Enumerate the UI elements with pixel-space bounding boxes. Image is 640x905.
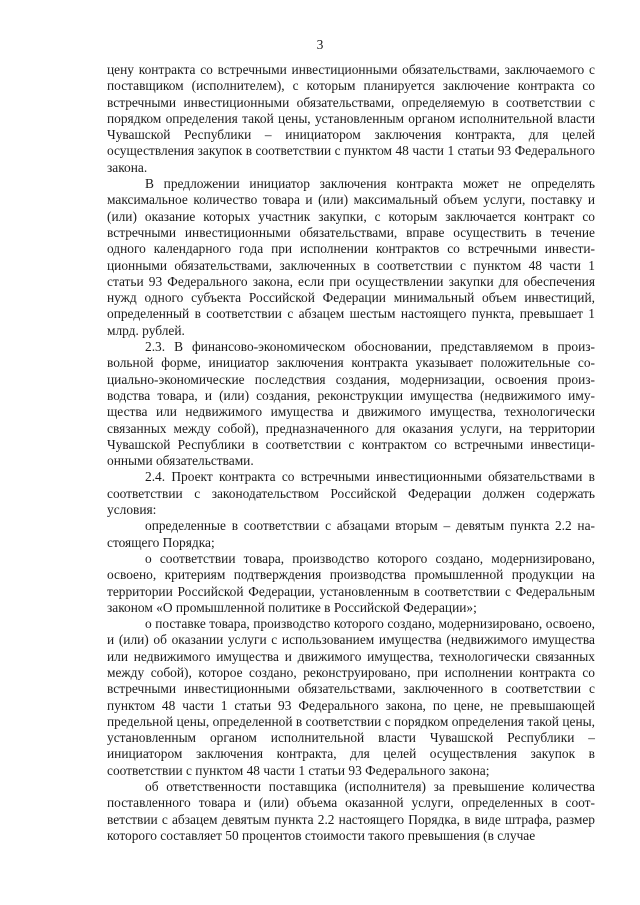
paragraph-2-4-contract-draft: 2.4. Проект контракта со встречными инвестиционными обязательствами в соответствии с законодательством Российской Федерации должен содержать условия: <box>107 469 595 518</box>
paragraph-condition-compliance: о соответствии товара, производство которого создано, модернизировано, освоено, критериям подтверждения производства промышленной продукции на территории Российской Федерации, установленным в соответствии с Федеральным законом «О промышленной политике в Российской Федерации»; <box>107 550 595 615</box>
document-body <box>107 62 595 844</box>
paragraph-condition-defined: определенные в соответствии с абзацами вторым – девятым пункта 2.2 настоящего Порядка; <box>107 518 595 550</box>
paragraph-price-definition: цену контракта со встречными инвестиционными обязательствами, заключаемого с поставщиком (исполнителем), с которым планируется заключение контракта со встречными инвестиционными обязательствами, определяемую в соответствии с порядком определения такой цены, установленным органом исполнительной власти Чувашской Республики – инициатором заключения контракта, для целей осуществления закупок в соответствии с пунктом 48 части 1 статьи 93 Федерального закона. <box>107 62 595 175</box>
paragraph-condition-supply: о поставке товара, производство которого создано, модернизировано, освоено, и (или) об оказании услуги с использованием имущества (недвижимого имущества или недвижимого имущества и движимого имущества, технологически связанных между собой), которое создано, реконструировано, при исполнении контракта со встречными инвестиционными обязательствами, заключенного в соответствии с пунктом 48 части 1 статьи 93 Федерального закона, по цене, не превышающей предельной цены, определенной в соответствии с порядком определения такой цены, установленным органом исполнительной власти Чувашской Республики – инициатором заключения контракта, для целей осуществления закупок в соответствии с пунктом 48 части 1 статьи 93 Федерального закона; <box>107 616 595 778</box>
page-number: 3 <box>316 37 324 52</box>
paragraph-condition-liability: об ответственности поставщика (исполнителя) за превышение количества поставленного товара и (или) объема оказанной услуги, определенных в соответствии с абзацем девятым пункта 2.2 настоящего Порядка, в виде штрафа, размер которого составляет 50 процентов стоимости такого превышения (в случае <box>107 779 595 843</box>
paragraph-max-quantity: В предложении инициатор заключения контракта может не определять максимальное количество товара и (или) максимальный объем услуги, поставку и (или) оказание которых участник закупки, с которым заключается контракт со встречными инвестиционными обязательствами, вправе осуществить в течение одного календарного года при исполнении контрактов со встречными инвестиционными обязательствами, заключенных в соответствии с пунктом 48 части 1 статьи 93 Федерального закона, если при осуществлении закупки для обеспечения нужд одного субъекта Российской Федерации минимальный объем инвестиций, определенный в соответствии с абзацем шестым настоящего пункта, превышает 1 млрд. рублей. <box>107 176 595 338</box>
paragraph-2-3-financial-justification: 2.3. В финансово-экономическом обосновании, представляемом в произвольной форме, инициатор заключения контракта указывает положительные социально-экономические последствия создания, модернизации, освоения производства товара, и (или) создания, реконструкции имущества (недвижимого имущества или недвижимого имущества и движимого имущества, технологически связанных между собой), предназначенного для оказания услуги, на территории Чувашской Республики в соответствии с контрактом со встречными инвестиционными обязательствами. <box>107 339 595 469</box>
